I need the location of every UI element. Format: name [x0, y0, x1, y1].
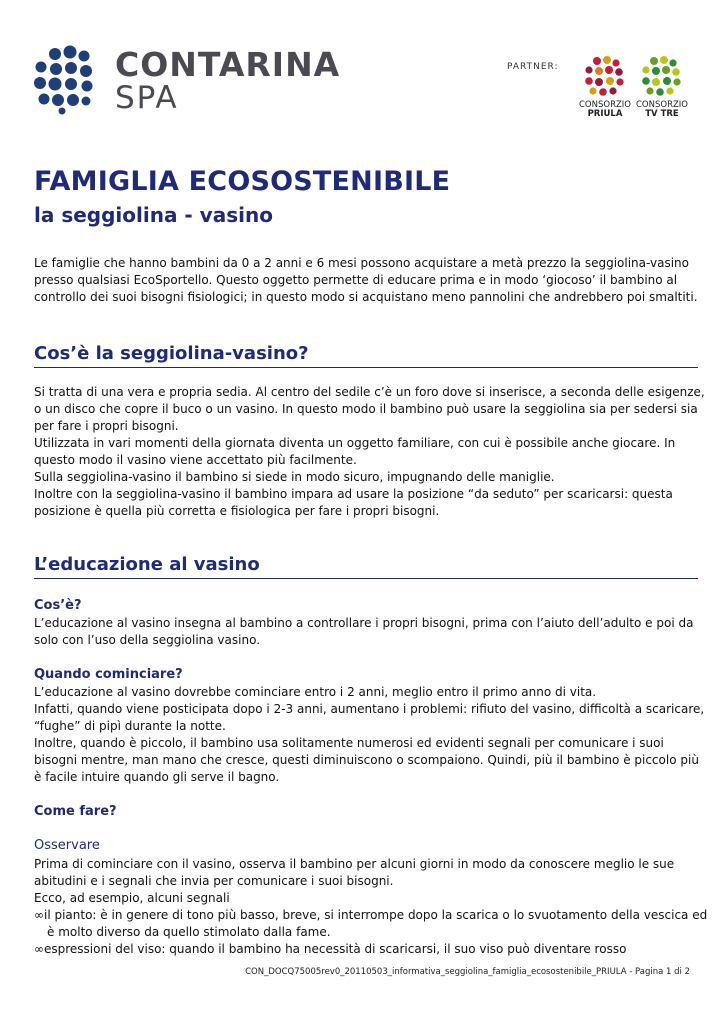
- intro-paragraph: [34, 255, 698, 306]
- partner-label: PARTNER:: [507, 62, 559, 72]
- section1-line: o un disco che copre il buco o un vasino. In questo modo il bambino può usare la seggiolina sia per sedersi sia: [34, 402, 698, 416]
- quando-line: Inoltre, quando è piccolo, il bambino usa solitamente numerosi ed evidenti segnali per comunicare i suoi: [34, 736, 664, 750]
- contarina-logo: [32, 45, 342, 115]
- tvtre-dots-icon: [640, 56, 684, 98]
- quando-line: “fughe” di pipì durante la notte.: [34, 719, 226, 733]
- bullet-item: ∞il pianto: è in genere di tono più basso, breve, si interrompe dopo la scarica o lo svuotamento della vescica ed: [34, 908, 708, 922]
- cose-paragraph: [34, 615, 694, 649]
- tvtre-line1: CONSORZIO: [636, 100, 688, 110]
- section1-line: posizione è quella più corretta e fisiologica per fare i propri bisogni.: [34, 504, 440, 518]
- brand-text: [115, 45, 341, 116]
- quando-line: bisogni mentre, man mano che cresce, questi diminuiscono o scompaiono. Quindi, più il bambino è piccolo più: [34, 753, 699, 767]
- page-subtitle: la seggiolina - vasino: [34, 203, 273, 227]
- section1-line: Inoltre con la seggiolina-vasino il bambino impara ad usare la posizione “da seduto” per scaricarsi: questa: [34, 487, 673, 501]
- osservare-line: abitudini e i segnali che invia per comunicare i suoi bisogni.: [34, 874, 394, 888]
- tvtre-line2: TV TRE: [645, 109, 679, 119]
- quando-line: L’educazione al vasino dovrebbe cominciare entro i 2 anni, meglio entro il primo anno di vita.: [34, 685, 597, 699]
- osservare-paragraph: [34, 856, 708, 958]
- subheading-quando: Quando cominciare?: [34, 667, 183, 682]
- section1-line: per fare i propri bisogni.: [34, 419, 179, 433]
- subheading-cose: Cos’è?: [34, 598, 82, 613]
- osservare-line: Prima di cominciare con il vasino, osserva il bambino per alcuni giorni in modo da conoscere meglio le sue: [34, 857, 675, 871]
- section-heading-educazione: L’educazione al vasino: [34, 554, 698, 579]
- priula-line1: CONSORZIO: [579, 100, 631, 110]
- consorzio-tvtre-logo: [633, 56, 691, 119]
- priula-dots-icon: [583, 56, 627, 98]
- bullet-item: ∞espressioni del viso: quando il bambino ha necessità di scaricarsi, il suo viso può diventare rosso: [34, 942, 627, 956]
- priula-line2: PRIULA: [587, 109, 623, 119]
- cose-line: solo con l’uso della seggiolina vasino.: [34, 633, 261, 647]
- section1-line: Sulla seggiolina-vasino il bambino si siede in modo sicuro, impugnando delle maniglie.: [34, 470, 555, 484]
- page-title: FAMIGLIA ECOSOSTENIBILE: [34, 166, 451, 197]
- osservare-line: Ecco, ad esempio, alcuni segnali: [34, 891, 230, 905]
- quando-line: Infatti, quando viene posticipata dopo i 2-3 anni, aumentano i problemi: rifiuto del vasino, difficoltà a scaricare,: [34, 702, 705, 716]
- subheading-osservare: Osservare: [34, 838, 100, 853]
- intro-line: controllo dei suoi bisogni fisiologici; in questo modo si acquistano meno pannolini che andrebbero poi smaltiti.: [34, 290, 698, 304]
- brand-name: CONTARINA: [115, 45, 341, 84]
- section-heading-seggiolina: Cos’è la seggiolina-vasino?: [34, 343, 698, 368]
- section1-paragraph: [34, 384, 705, 520]
- section1-line: Utilizzata in vari momenti della giornata diventa un oggetto familiare, con cui è possibile anche giocare. In: [34, 436, 676, 450]
- section1-line: Si tratta di una vera e propria sedia. Al centro del sedile c’è un foro dove si inserisce, a seconda delle esigenze,: [34, 385, 705, 399]
- quando-paragraph: [34, 684, 705, 786]
- page-footer: CON_DOCQ75005rev0_20110503_informativa_seggiolina_famiglia_ecosostenibile_PRIULA - Pagina 1 di 2: [245, 967, 690, 977]
- brand-sub: SPA: [115, 80, 179, 116]
- section1-line: questo modo il vasino viene accettato più facilmente.: [34, 453, 357, 467]
- intro-line: presso qualsiasi EcoSportello. Questo oggetto permette di educare prima e in modo ‘giocoso’ il bambino al: [34, 273, 678, 287]
- intro-line: Le famiglie che hanno bambini da 0 a 2 anni e 6 mesi possono acquistare a metà prezzo la seggiolina-vasino: [34, 256, 689, 270]
- quando-line: è facile intuire quando gli serve il bagno.: [34, 770, 280, 784]
- cose-line: L’educazione al vasino insegna al bambino a controllare i propri bisogni, prima con l’aiuto dell’adulto e poi da: [34, 616, 694, 630]
- logo-dots-icon: [32, 45, 102, 115]
- consorzio-priula-logo: [576, 56, 634, 119]
- bullet-continuation: è molto diverso da quello stimolato dalla fame.: [47, 925, 331, 939]
- subheading-come: Come fare?: [34, 804, 117, 819]
